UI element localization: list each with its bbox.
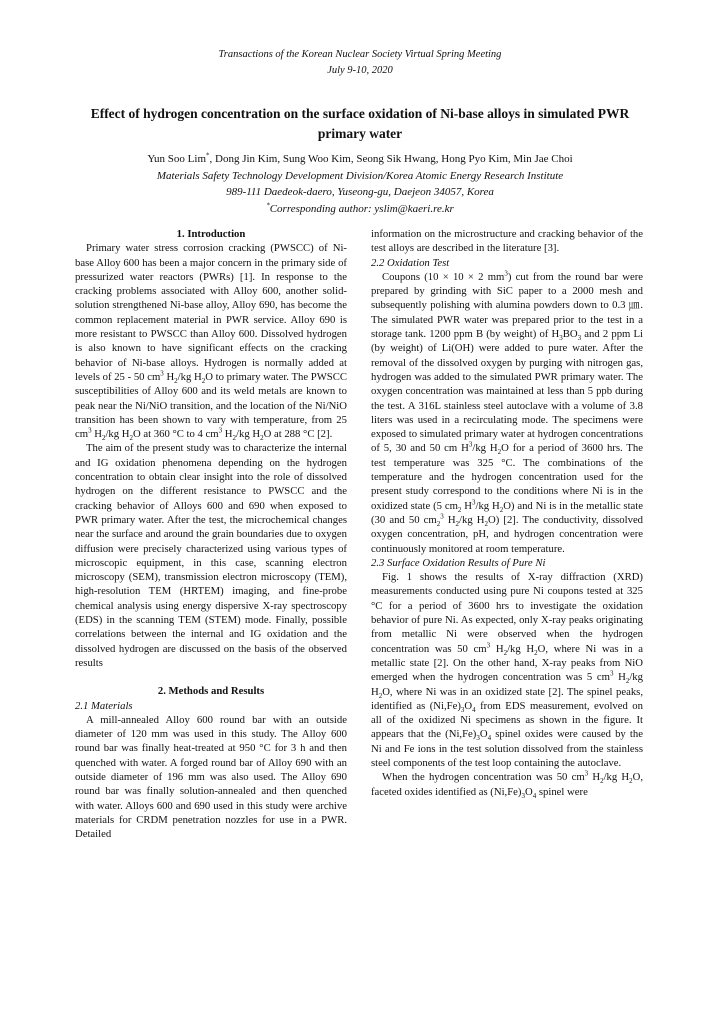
right-column bbox=[371, 227, 643, 799]
pure-ni-paragraph-2: When the hydrogen concentration was 50 $cm^3$ $H_2/kg$ $H_2O$, faceted oxides identified as $(Ni,Fe)_3O_4$ spinel were bbox=[371, 769, 644, 800]
oxidation-test-paragraph: Coupons (10 × 10 × 2 $mm^3$) cut from the round bar were prepared by grinding with SiC paper to a 2000 mesh and subsequently polishing with alumina powders down to 0.3 ㎛. The simulated PWR water was prepared prior to the test in a storage tank. 1200 ppm B (by weight) of $H_3BO_3$ and 2 ppm Li (by weight) of Li(OH) were added to pure water. After the removal of the dissolved oxygen by purging with nitrogen gas, hydrogen was added to the simulated PWR primary water. The oxygen concentration was maintained at less than 5 ppb during the test. A 316L stainless steel autoclave with a volume of 3.8 liters was used in a recirculating mode. The specimens were exposed to simulated primary water at hydrogen concentrations of 5, 30 and 50 cm $H^3/kg$ $H_2O$ for a period of 3600 hrs. The test temperature was 325 °C. The combinations of the temperature and the hydrogen concentration used for the present study correspond to the conditions where Ni is in the oxidized state (5 $cm_2$ $H^3/kg$ $H_2O$) and Ni is in the metallic state (30 and 50 $cm_2^3$ $H_2/kg$ $H_2O$) [2]. The conductivity, dissolved oxygen concentration, pH, and hydrogen concentration were continuously monitored at room temperature. bbox=[371, 269, 644, 555]
section-heading-methods: 2. Methods and Results bbox=[157, 685, 265, 698]
materials-paragraph-continued: information on the microstructure and cracking behavior of the test alloys are described in the literature [3]. bbox=[371, 228, 643, 255]
section-heading-introduction: 1. Introduction bbox=[176, 228, 246, 240]
author-others: , Dong Jin Kim, Sung Woo Kim, Seong Sik Hwang, Hong Pyo Kim, Min Jae Choi bbox=[209, 153, 573, 165]
corresponding-mark: * bbox=[206, 151, 210, 160]
author-first: Yun Soo Lim bbox=[147, 153, 207, 165]
subsection-heading-oxidation-test: 2.2 Oxidation Test bbox=[371, 256, 450, 269]
intro-paragraph-2: The aim of the present study was to characterize the internal and IG oxidation phenomena depending on the hydrogen concentration to obtain clear insight into the role of dissolved hydrogen on the different resistance to PWSCC and the cracking behavior of Alloys 600 and 690 when exposed to PWR primary water. After the test, the microchemical changes near the surface and around the grain boundaries due to oxygen diffusion were precisely characterized using various types of microscopic equipment, in this case, scanning electron microscopy (SEM), transmission electron microscopy (TEM), high-resolution TEM (HRTEM) imaging, and fine-probe chemical analysis using energy dispersive X-ray spectroscopy (EDS) in the scanning TEM (STEM) mode. Finally, possible correlations between the internal and IG oxidation and the dissolved hydrogen are discussed on the basis of the observed results bbox=[75, 442, 347, 669]
author-block bbox=[40, 151, 680, 217]
paper-title: Effect of hydrogen concentration on the surface oxidation of Ni-base alloys in simulated PWR primary water bbox=[90, 106, 630, 141]
affiliation: Materials Safety Technology Development Division/Korea Atomic Energy Research Institute bbox=[156, 169, 564, 182]
subsection-heading-materials: 2.1 Materials bbox=[75, 699, 133, 712]
conference-header bbox=[0, 47, 720, 79]
conference-name: Transactions of the Korean Nuclear Society Virtual Spring Meeting bbox=[218, 49, 502, 60]
materials-paragraph: A mill-annealed Alloy 600 round bar with an outside diameter of 120 mm was used in this study. The Alloy 600 round bar was finally heat-treated at 950 °C for 3 h and then quenched with water. A forged round bar of Alloy 690 with an outside diameter of 196 mm was also used. The Alloy 690 round bar was finally solution-annealed and then quenched with water. Alloys 600 and 690 used in this study were archive materials for CRDM penetration nozzles for use in a PWR. Detailed bbox=[75, 713, 347, 841]
intro-paragraph-1: Primary water stress corrosion cracking (PWSCC) of Ni-base Alloy 600 has been a major concern in the primary side of pressurized water reactors (PWRs) [1]. In response to the cracking problems associated with Alloy 600, another solid-solution strengthened Ni-base alloy, Alloy 690, has become the common replacement material in PWR service. Alloy 690 is more resistant to PWSCC than Alloy 600. Dissolved hydrogen is also known to have significant effects on the cracking behavior of Ni-base alloys. Hydrogen is normally added at levels of 25 - 50 $cm^3$ $H_2/kg$ $H_2O$ to primary water. The PWSCC susceptibilities of Alloy 600 and its weld metals are known to peak near the Ni/NiO transition, and the location of the Ni/NiO transition has been shown to vary with temperature, from 25 $cm^3$ $H_2/kg$ $H_2O$ at 360 °C to 4 $cm^3$ $H_2/kg$ $H_2O$ at 288 °C [2]. bbox=[75, 242, 347, 443]
left-column bbox=[75, 227, 347, 841]
corresponding-mark-2: * bbox=[266, 200, 270, 209]
conference-date: July 9-10, 2020 bbox=[327, 65, 393, 76]
corresponding-author: *Corresponding author: yslim@kaeri.re.kr bbox=[266, 200, 454, 215]
author-list bbox=[40, 151, 680, 168]
address: 989-111 Daedeok-daero, Yuseong-gu, Daejeon 34057, Korea bbox=[226, 186, 494, 198]
pure-ni-paragraph-1: Fig. 1 shows the results of X-ray diffraction (XRD) measurements conducted using pure Ni coupons tested at 325 °C for a period of 3600 hrs to investigate the oxidation behavior of pure Ni. As expected, only X-ray peaks originating from metallic Ni were observed when the hydrogen concentration was 50 $cm^3$ $H_2/kg$ $H_2O$, where Ni was in a metallic state [2]. On the other hand, X-ray peaks from NiO emerged when the hydrogen concentration was 5 $cm^3$ $H_2/kg$ $H_2O$, where Ni was in an oxidized state [2]. The spinel peaks, identified as $(Ni,Fe)_3O_4$ from EDS measurement, evolved on all of the oxidized Ni specimens as shown in the figure. It appears that the $(Ni,Fe)_3O_4$ spinel oxides were caused by the Ni and Fe ions in the test solution dissolved from the stainless steel components of the test loop containing the autoclave. bbox=[371, 571, 644, 769]
subsection-heading-pure-ni: 2.3 Surface Oxidation Results of Pure Ni bbox=[371, 556, 546, 569]
